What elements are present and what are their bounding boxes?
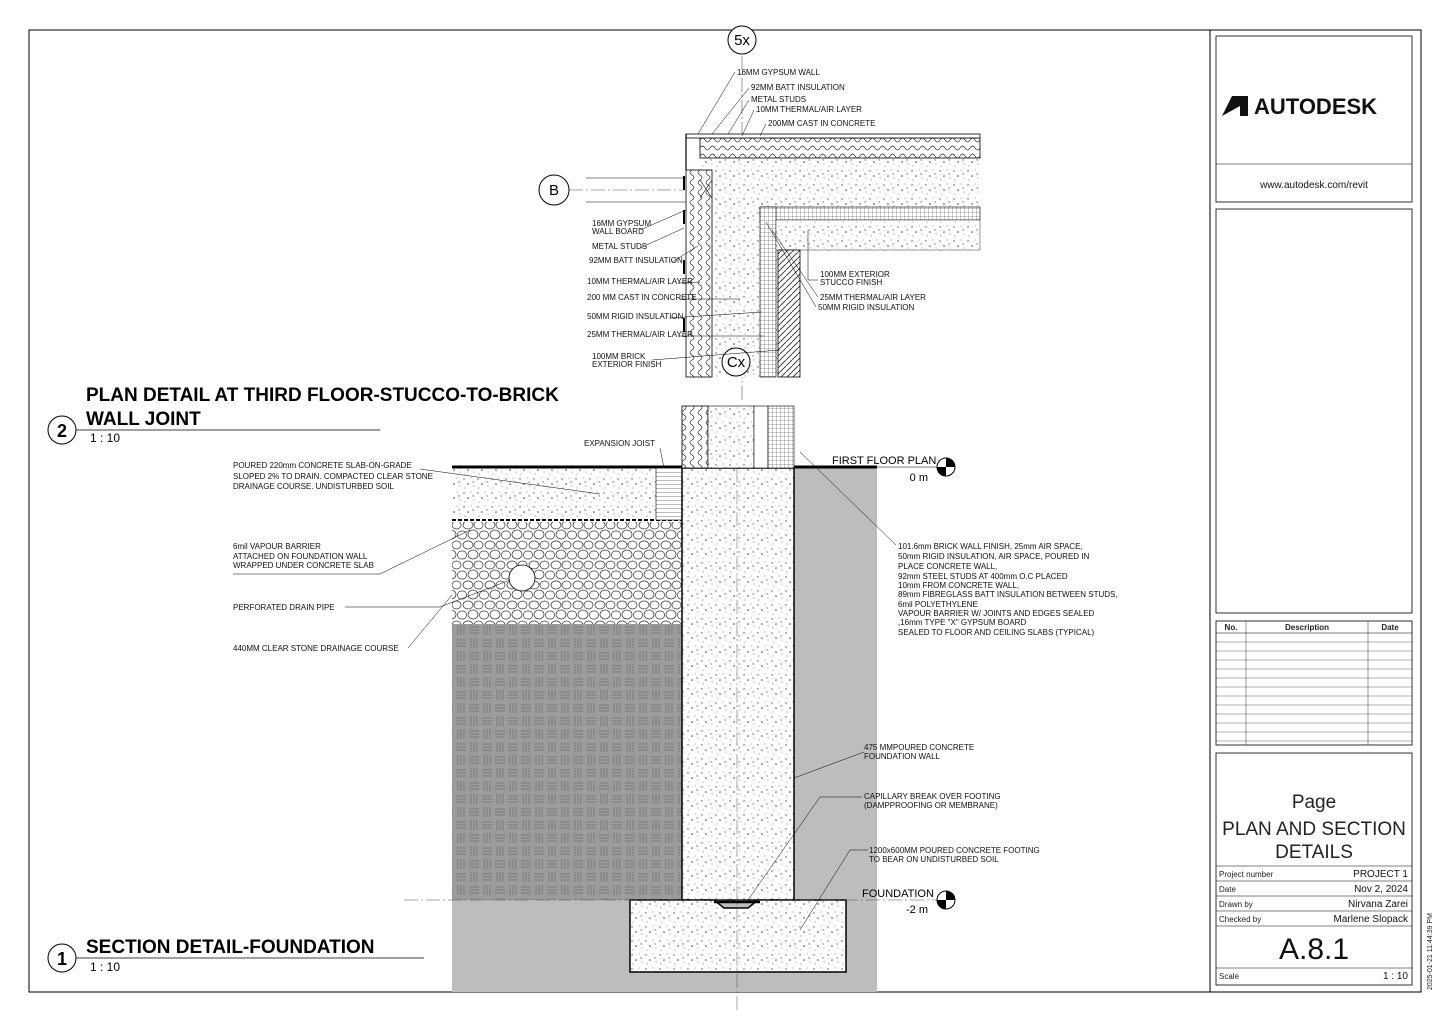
note-wall-assembly <box>898 542 1118 637</box>
level-foundation-name: FOUNDATION <box>862 888 934 900</box>
plan-batt-left <box>686 170 712 377</box>
notes-panel <box>1216 209 1412 613</box>
level-marker-icon[interactable] <box>937 891 955 909</box>
svg-text:6mil POLYETHYLENE: 6mil POLYETHYLENE <box>898 600 978 609</box>
note-slab: DRAINAGE COURSE. UNDISTURBED SOIL <box>233 482 394 491</box>
plan-stucco-return <box>776 220 980 250</box>
view-title-line1: PLAN DETAIL AT THIRD FLOOR-STUCCO-TO-BRICK <box>86 385 559 406</box>
brand-website[interactable]: www.autodesk.com/revit <box>1260 180 1368 191</box>
svg-text:10mm FROM CONCRETE WALL,: 10mm FROM CONCRETE WALL, <box>898 581 1020 590</box>
print-timestamp: 2025-01-21 11:44:39 PM <box>1427 913 1434 990</box>
view-title: SECTION DETAIL-FOUNDATION <box>86 937 375 958</box>
note-foundation-wall: FOUNDATION WALL <box>864 752 941 761</box>
scale-value: 1 : 10 <box>1382 971 1408 982</box>
revision-table <box>1216 621 1412 745</box>
plan-note-left: 200 MM CAST IN CONCRETE <box>587 293 697 302</box>
note-vapour: WRAPPED UNDER CONCRETE SLAB <box>233 561 374 570</box>
view-scale: 1 : 10 <box>90 960 121 974</box>
svg-text:92mm STEEL STUDS AT 400mm O.C: 92mm STEEL STUDS AT 400mm O.C PLACED <box>898 572 1068 581</box>
sheet-number: A.8.1 <box>1278 933 1350 966</box>
plan-note-left: 50MM RIGID INSULATION <box>587 312 684 321</box>
perforated-drain-pipe <box>509 565 535 591</box>
page-label: Page <box>1291 792 1337 813</box>
level-foundation-elev: -2 m <box>906 904 928 916</box>
project-number: PROJECT 1 <box>1353 869 1408 880</box>
note-vapour: 6mil VAPOUR BARRIER <box>233 542 321 551</box>
plan-note-left: 10MM THERMAL/AIR LAYER <box>587 277 693 286</box>
concrete-footing <box>630 900 846 972</box>
note-slab: SLOPED 2% TO DRAIN. COMPACTED CLEAR STONE <box>233 472 433 481</box>
plan-note-right: 100MM EXTERIOR <box>820 270 890 279</box>
scale-label: Scale <box>1219 972 1240 981</box>
section-detail-view <box>48 406 1118 1010</box>
view-title-line2: WALL JOINT <box>86 409 201 430</box>
grid-label-b: B <box>548 182 560 199</box>
note-drain-pipe: PERFORATED DRAIN PIPE <box>233 603 335 612</box>
sheet-title-line2: DETAILS <box>1275 842 1353 863</box>
note-drainage: 440MM CLEAR STONE DRAINAGE COURSE <box>233 644 399 653</box>
level-first-floor-elev: 0 m <box>909 472 928 484</box>
svg-text:PLACE CONCRETE WALL,: PLACE CONCRETE WALL, <box>898 562 998 571</box>
plan-note-left: 100MM BRICK <box>592 352 646 361</box>
level-marker-icon[interactable] <box>937 458 955 476</box>
view-number: 2 <box>56 421 68 441</box>
svg-text:89mm FIBREGLASS BATT INSULATIO: 89mm FIBREGLASS BATT INSULATION BETWEEN STUDS, <box>898 590 1118 599</box>
plan-note-top: 200MM CAST IN CONCRETE <box>768 119 876 128</box>
note-foundation-wall: 475 MMPOURED CONCRETE <box>864 743 975 752</box>
level-first-floor-name: FIRST FLOOR PLAN <box>832 455 937 467</box>
checked-by-label: Checked by <box>1219 915 1262 924</box>
foundation-wall <box>682 468 794 900</box>
plan-note-left: 92MM BATT INSULATION <box>589 256 683 265</box>
plan-note-right: 50MM RIGID INSULATION <box>818 303 915 312</box>
expansion-joist <box>656 468 682 520</box>
wall-concrete-above <box>708 406 754 468</box>
brand-name: AUTODESK <box>1254 94 1378 119</box>
project-number-label: Project number <box>1219 870 1274 879</box>
view-number: 1 <box>56 949 68 969</box>
date-label: Date <box>1219 885 1236 894</box>
svg-text:,16mm TYPE "X" GYPSUM BOARD: ,16mm TYPE "X" GYPSUM BOARD <box>898 618 1027 627</box>
svg-text:101.6mm BRICK WALL FINISH, 25m: 101.6mm BRICK WALL FINISH, 25mm AIR SPACE, <box>898 542 1083 551</box>
note-slab: POURED 220mm CONCRETE SLAB-ON-GRADE <box>233 461 412 470</box>
plan-note-left: 16MM GYPSUM <box>592 219 652 228</box>
plan-detail-view <box>48 26 980 445</box>
note-footing: TO BEAR ON UNDISTURBED SOIL <box>869 855 999 864</box>
plan-note-left: METAL STUDS <box>592 242 648 251</box>
note-capillary: CAPILLARY BREAK OVER FOOTING <box>864 792 1001 801</box>
plan-brick <box>778 250 800 377</box>
plan-note-left: 25MM THERMAL/AIR LAYER <box>587 330 693 339</box>
plan-note-top: 92MM BATT INSULATION <box>751 83 845 92</box>
note-capillary: (DAMPPROOFING OR MEMBRANE) <box>864 801 998 810</box>
plan-note-left: WALL BOARD <box>592 227 644 236</box>
logo-panel <box>1216 36 1412 202</box>
note-vapour: ATTACHED ON FOUNDATION WALL <box>233 552 368 561</box>
plan-note-top: METAL STUDS <box>751 95 807 104</box>
plan-note-top: 10MM THERMAL/AIR LAYER <box>756 105 862 114</box>
grid-label-5x: 5x <box>734 32 750 49</box>
rev-col-description: Description <box>1284 623 1330 632</box>
title-block <box>1216 36 1434 990</box>
sheet-title-line1: PLAN AND SECTION <box>1222 819 1406 840</box>
rev-col-date: Date <box>1381 623 1399 632</box>
plan-gypsum-top <box>686 134 980 138</box>
view-scale: 1 : 10 <box>90 431 121 445</box>
checked-by-value: Marlene Slopack <box>1333 914 1408 925</box>
note-footing: 1200x600MM POURED CONCRETE FOOTING <box>869 846 1040 855</box>
autodesk-logo-icon <box>1222 96 1248 116</box>
rev-col-no: No. <box>1224 623 1238 632</box>
plan-concrete-slab <box>700 157 980 207</box>
clear-stone-drainage <box>452 522 682 624</box>
wall-batt-above <box>682 406 708 468</box>
plan-note-top: 16MM GYPSUM WALL <box>737 68 820 77</box>
plan-batt-top <box>700 138 980 158</box>
plan-rigid-insulation-top <box>760 207 980 220</box>
plan-notes-top <box>698 68 875 136</box>
drawn-by-label: Drawn by <box>1219 900 1253 909</box>
plan-note-left: EXTERIOR FINISH <box>592 360 662 369</box>
note-expansion-joist: EXPANSION JOIST <box>584 439 655 448</box>
wall-rigid-above <box>768 406 794 468</box>
concrete-slab <box>452 468 682 520</box>
drawn-by-value: Nirvana Zarei <box>1347 899 1408 910</box>
plan-note-right: STUCCO FINISH <box>820 278 883 287</box>
svg-text:VAPOUR BARRIER W/ JOINTS AND E: VAPOUR BARRIER W/ JOINTS AND EDGES SEALED <box>898 609 1095 618</box>
grid-label-cx: Cx <box>726 354 746 371</box>
svg-text:50mm RIGID INSULATION, AIR SPA: 50mm RIGID INSULATION, AIR SPACE, POURED IN <box>898 552 1090 561</box>
plan-note-right: 25MM THERMAL/AIR LAYER <box>820 293 926 302</box>
svg-text:SEALED TO FLOOR AND CEILING SL: SEALED TO FLOOR AND CEILING SLABS (TYPICAL) <box>898 628 1095 637</box>
date-value: Nov 2, 2024 <box>1354 884 1408 895</box>
